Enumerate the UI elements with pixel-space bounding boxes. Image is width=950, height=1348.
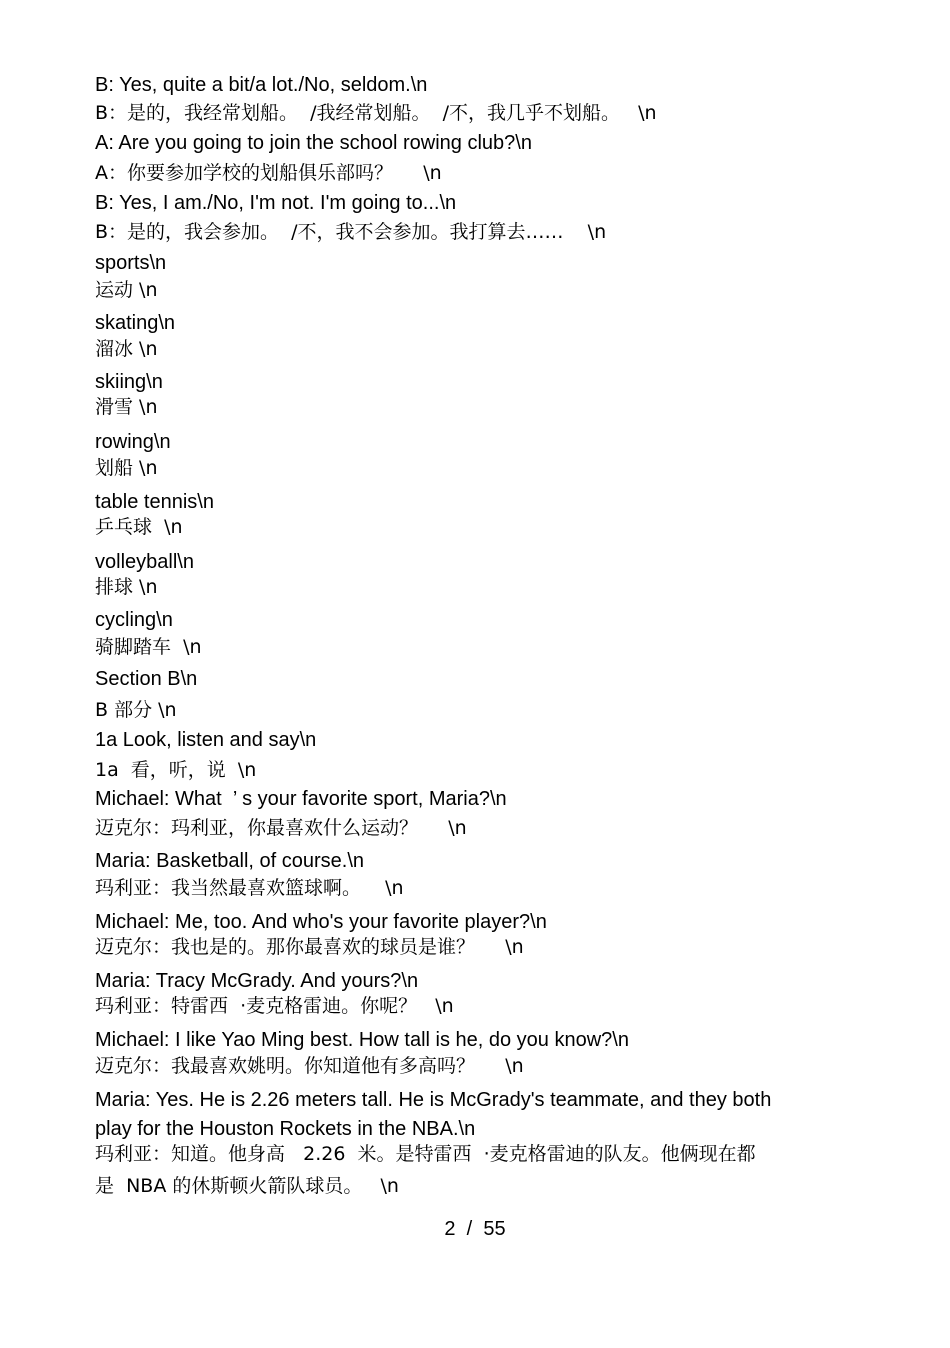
text-line: play for the Houston Rockets in the NBA.\n [95,1118,476,1140]
text-line: Maria: Basketball, of course.\n [95,850,365,872]
text-line: 1a Look, listen and say\n [95,729,317,751]
text-line: 划船 \n [95,457,158,479]
text-line: B: Yes, I am./No, I'm not. I'm going to...\n [95,192,457,214]
text-line: skating\n [95,312,176,334]
text-line: 运动 \n [95,279,158,301]
text-line: B：是的，我经常划船。 /我经常划船。 /不，我几乎不划船。 \n [95,102,657,124]
text-line: Section B\n [95,668,198,690]
text-line: 乒乓球 \n [95,516,183,538]
text-line: Michael: What ’ s your favorite sport, Maria?\n [95,788,507,810]
text-line: B: Yes, quite a bit/a lot./No, seldom.\n [95,74,428,96]
text-line: 玛利亚：知道。他身高 2.26 米。是特雷西 ·麦克格雷迪的队友。他俩现在都 [95,1143,756,1165]
text-line: A：你要参加学校的划船俱乐部吗？ \n [95,162,442,184]
text-line: Maria: Yes. He is 2.26 meters tall. He is McGrady's teammate, and they both [95,1089,772,1111]
text-line: table tennis\n [95,491,214,513]
text-line: 滑雪 \n [95,396,158,418]
text-line: Michael: Me, too. And who's your favorite player?\n [95,911,547,933]
text-line: rowing\n [95,431,171,453]
text-line: Maria: Tracy McGrady. And yours?\n [95,970,419,992]
text-line: 迈克尔：玛利亚，你最喜欢什么运动？ \n [95,817,467,839]
text-line: 是 NBA 的休斯顿火箭队球员。 \n [95,1175,399,1197]
text-line: 迈克尔：我也是的。那你最喜欢的球员是谁？ \n [95,936,524,958]
text-line: 骑脚踏车 \n [95,636,202,658]
text-line: cycling\n [95,609,173,631]
text-line: 迈克尔：我最喜欢姚明。你知道他有多高吗？ \n [95,1055,524,1077]
text-line: 溜冰 \n [95,338,158,360]
text-line: skiing\n [95,371,163,393]
text-line: 玛利亚：我当然最喜欢篮球啊。 \n [95,877,404,899]
text-line: A: Are you going to join the school rowing club?\n [95,132,532,154]
text-line: 玛利亚：特雷西 ·麦克格雷迪。你呢？ \n [95,995,454,1017]
text-line: B 部分 \n [95,699,177,721]
text-line: 1a 看，听，说 \n [95,759,257,781]
page-number: 2 / 55 [444,1218,506,1240]
text-line: volleyball\n [95,551,194,573]
text-line: sports\n [95,252,167,274]
text-line: Michael: I like Yao Ming best. How tall is he, do you know?\n [95,1029,629,1051]
text-line: 排球 \n [95,576,158,598]
text-line: B：是的，我会参加。 /不，我不会参加。我打算去…… \n [95,221,607,243]
